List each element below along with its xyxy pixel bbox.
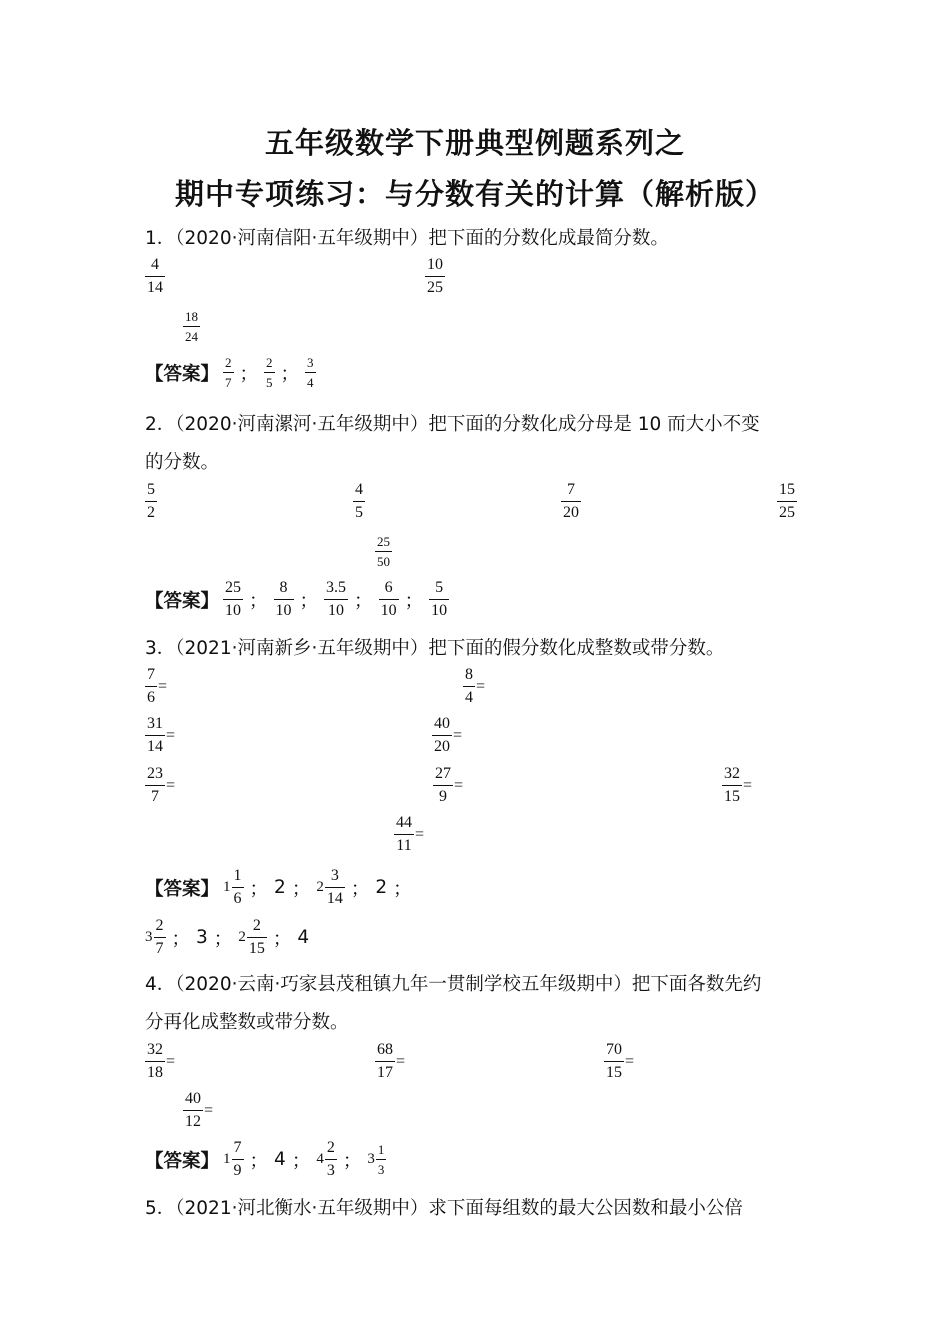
q3-frac-1: $\frac{7}{6}$ =: [147, 666, 168, 706]
title-line-2: 期中专项练习：与分数有关的计算（解析版）: [174, 177, 775, 211]
q3-text: 3．（2021·河南新乡·五年级期中）把下面的假分数化成整数或带分数。: [145, 638, 725, 659]
q3-frac-7: $\frac{32}{15}$ =: [724, 765, 753, 805]
q5-text: 5．（2021·河北衡水·五年级期中）求下面每组数的最大公因数和最小公倍: [145, 1198, 743, 1219]
answer-label: 【答案】: [145, 878, 220, 900]
q4-frac-4: $\frac{40}{12}$ =: [185, 1090, 214, 1130]
q2-text-line-1: 2．（2020·河南漯河·五年级期中）把下面的分数化成分母是 10 而大小不变: [145, 414, 760, 435]
q4-frac-3: $\frac{70}{15}$ =: [606, 1041, 635, 1081]
q2-frac-1: $\frac{5}{2}$: [147, 481, 155, 521]
q1-frac-3: $\frac{18}{24}$: [185, 309, 198, 344]
q4-answer: 【答案】 1 $\frac{7}{9}$ ； 4 ； 4 $\frac{2}{3}$ ； 3 $\frac{1}{3}$: [145, 1139, 385, 1179]
q1-answer: 【答案】 $\frac{2}{7}$ ； $\frac{2}{5}$ ； $\frac{3}{4}$: [145, 355, 314, 390]
q3-frac-2: $\frac{8}{4}$ =: [465, 666, 486, 706]
q3-frac-8: $\frac{44}{11}$ =: [396, 814, 425, 854]
answer-label: 【答案】: [145, 590, 220, 612]
q3-answer-line-1: 【答案】 1 $\frac{1}{6}$ ； 2 ； 2 $\frac{3}{14}$ ； 2 ；: [145, 867, 412, 907]
q2-text-line-2: 的分数。: [145, 452, 220, 473]
title-line-1: 五年级数学下册典型例题系列之: [264, 126, 685, 160]
q2-frac-2: $\frac{4}{5}$: [355, 481, 363, 521]
q3-frac-3: $\frac{31}{14}$ =: [147, 715, 176, 755]
q1-frac-1: $\frac{4}{14}$: [147, 256, 163, 296]
q4-text-line-1: 4．（2020·云南·巧家县茂租镇九年一贯制学校五年级期中）把下面各数先约: [145, 974, 762, 995]
q1-frac-2: $\frac{10}{25}$: [427, 256, 443, 296]
answer-label: 【答案】: [145, 1150, 220, 1172]
q2-frac-4: $\frac{15}{25}$: [779, 481, 795, 521]
q2-frac-3: $\frac{7}{20}$: [563, 481, 579, 521]
q3-frac-4: $\frac{40}{20}$ =: [434, 715, 463, 755]
q1-text: 1．（2020·河南信阳·五年级期中）把下面的分数化成最简分数。: [145, 228, 669, 249]
q2-frac-5: $\frac{25}{50}$: [377, 534, 390, 569]
answer-label: 【答案】: [145, 363, 220, 385]
q3-frac-5: $\frac{23}{7}$ =: [147, 765, 176, 805]
q4-frac-2: $\frac{68}{17}$ =: [377, 1041, 406, 1081]
q3-answer-line-2: 3 $\frac{2}{7}$ ； 3 ； 2 $\frac{2}{15}$ ； 4: [145, 917, 310, 957]
q3-frac-6: $\frac{27}{9}$ =: [435, 765, 464, 805]
q4-text-line-2: 分再化成整数或带分数。: [145, 1012, 349, 1033]
q4-frac-1: $\frac{32}{18}$ =: [147, 1041, 176, 1081]
q2-answer: 【答案】 $\frac{25}{10}$ ； $\frac{8}{10}$ ； $\frac{3.5}{10}$ ； $\frac{6}{10}$ ； $\frac{5}{10}$: [145, 579, 448, 619]
